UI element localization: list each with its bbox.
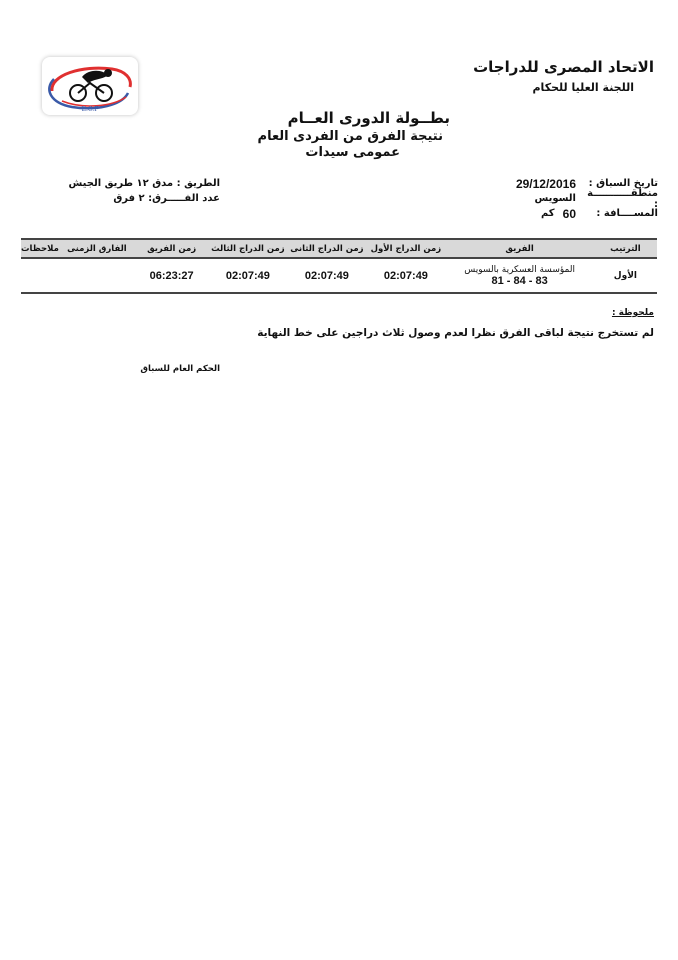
cell-team-time: 06:23:27 — [135, 258, 208, 293]
race-info — [498, 176, 658, 221]
svg-text:E.C.F: E.C.F — [81, 106, 99, 113]
race-distance-value: 60 — [562, 206, 576, 221]
event-category: عمومى سيدات — [305, 145, 400, 160]
race-date-label: تاريخ السباق : — [588, 178, 658, 189]
org-title: الاتحاد المصرى للدراجات — [473, 58, 654, 76]
notes-label: ملحوظة : — [611, 308, 654, 318]
header-time-gap: الفارق الزمنى — [59, 239, 135, 258]
race-region-value: السويس — [534, 193, 576, 204]
race-region-row — [498, 187, 658, 210]
header-rider2-time: زمن الدراج الثانى — [287, 239, 366, 258]
race-date-value: 29/12/2016 — [515, 176, 576, 191]
federation-logo — [42, 57, 138, 115]
route-text: الطريق : مدق ١٢ طريق الجيش — [68, 178, 220, 189]
results-table — [21, 238, 657, 294]
header-team: الفريق — [445, 239, 593, 258]
cell-rider3-time: 02:07:49 — [208, 258, 287, 293]
header-rider1-time: زمن الدراج الأول — [366, 239, 445, 258]
table-header-row — [21, 239, 657, 258]
team-numbers: 83 - 84 - 81 — [491, 274, 548, 287]
race-region-label: منطقـــــــــــة : — [587, 187, 658, 210]
org-subtitle: اللجنة العليا للحكام — [532, 81, 634, 94]
team-name: المؤسسة العسكرية بالسويس — [464, 264, 575, 275]
cell-rank: الأول — [594, 258, 657, 293]
notes-text: لم تستخرج نتيجة لباقى الفرق نظرا لعدم وصول ثلاث دراجين على خط النهاية — [257, 327, 654, 339]
table-row — [21, 258, 657, 293]
header-notes: ملاحظات — [21, 239, 59, 258]
cell-time-gap — [59, 258, 135, 293]
event-title: بطــولة الدورى العــام — [287, 109, 450, 127]
cell-notes — [21, 258, 59, 293]
teams-count: عدد الفـــــرق: ٢ فرق — [113, 193, 220, 204]
cell-rider1-time: 02:07:49 — [366, 258, 445, 293]
cyclist-logo-icon — [42, 57, 138, 115]
cell-team — [445, 258, 593, 293]
header-rank: الترتيب — [594, 239, 657, 258]
race-distance-row — [498, 206, 658, 221]
race-distance-unit: كم — [540, 208, 555, 219]
cell-rider2-time: 02:07:49 — [287, 258, 366, 293]
chief-referee-signature: الحكم العام للسباق — [140, 364, 220, 374]
header-team-time: زمن الفريق — [135, 239, 208, 258]
race-distance-label: المســــافة : — [596, 208, 658, 219]
route-info — [69, 176, 220, 206]
event-subtitle: نتيجة الفرق من الفردى العام — [257, 129, 443, 144]
header-rider3-time: زمن الدراج الثالث — [208, 239, 287, 258]
